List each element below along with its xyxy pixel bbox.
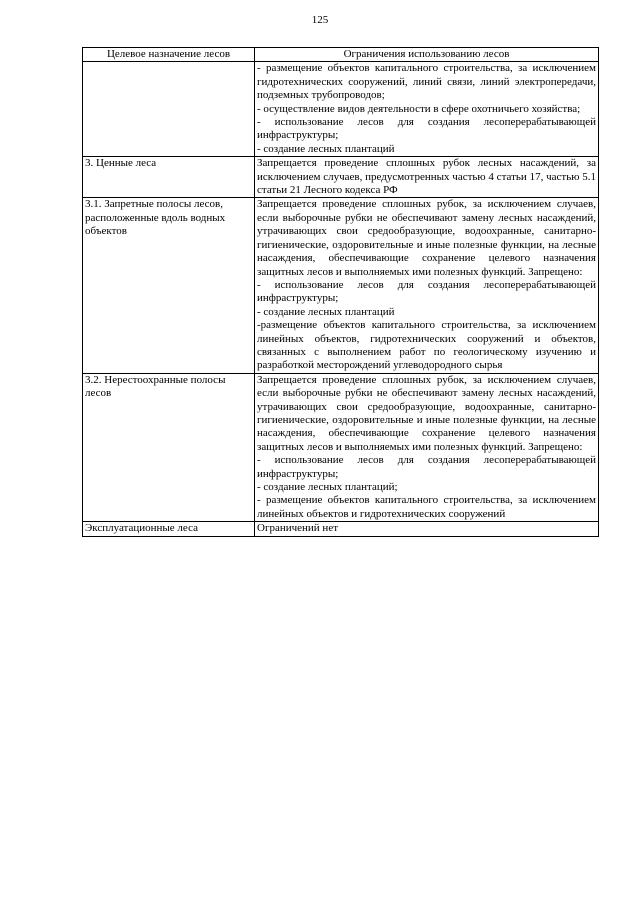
restriction-line: Ограничений нет [257, 522, 339, 535]
restriction-line: Запрещается проведение сплошных рубок лесных насаждений, за исключением случаев, предусмотренных частью 4 статьи 17, частью 5.1 статьи 21 Лесного кодекса РФ [257, 157, 596, 197]
restrictions-cell [255, 198, 599, 373]
purpose-cell: 3.2. Нерестоохранные полосы лесов [83, 373, 255, 521]
restriction-line: - размещение объектов капитального строительства, за исключением гидротехнических сооружений, линий связи, линий электропередачи, подземных трубопроводов; [257, 62, 596, 102]
table-header-row [83, 48, 599, 62]
column-header-purpose: Целевое назначение лесов [83, 48, 255, 62]
restrictions-cell [255, 373, 599, 521]
restriction-line: - осуществление видов деятельности в сфере охотничьего хозяйства; [257, 102, 581, 115]
restriction-line: Запрещается проведение сплошных рубок, за исключением случаев, если выборочные рубки не обеспечивают замену лесных насаждений, утрачивающих свои средообразующие, водоохранные, санитарно-гигиенические, оздоровительные и иные полезные функции, на лесные насаждения, обеспечивающие сохранение целевого назначения защитных лесов и выполняемых ими полезных функций. Запрещено: [257, 198, 596, 278]
restriction-line: - использование лесов для создания лесоперерабатывающей инфраструктуры; [257, 278, 596, 305]
restriction-line: - создание лесных плантаций; [257, 481, 398, 493]
purpose-cell: 3.1. Запретные полосы лесов, расположенные вдоль водных объектов [83, 198, 255, 373]
restriction-line: - создание лесных плантаций [257, 305, 395, 318]
restrictions-cell [255, 522, 599, 536]
page-number: 125 [311, 14, 329, 26]
restriction-line: - создание лесных плантаций [257, 142, 395, 155]
column-header-restrictions: Ограничения использованию лесов [255, 48, 599, 62]
purpose-cell: 3. Ценные леса [83, 157, 255, 198]
table-row [83, 198, 599, 373]
table-row [83, 373, 599, 521]
restriction-line: - размещение объектов капитального строительства, за исключением линейных объектов и гидротехнических сооружений [257, 494, 596, 520]
purpose-cell: Эксплуатационные леса [83, 522, 255, 536]
table-row [83, 157, 599, 198]
restriction-line: Запрещается проведение сплошных рубок, за исключением случаев, если выборочные рубки не обеспечивают замену лесных насаждений, утрачивающих свои средообразующие, водоохранные, санитарно-гигиенические, оздоровительные и иные полезные функции, на лесные насаждения, обеспечивающие сохранение целевого назначения защитных лесов и выполняемых ими полезных функций. Запрещено: [257, 373, 596, 453]
table-row [83, 62, 599, 157]
restrictions-cell [255, 157, 599, 198]
restriction-line: -размещение объектов капитального строительства, за исключением линейных объектов, гидротехнических сооружений и объектов, связанных с выполнением работ по геологическому изучению и разработкой месторождений углеводородного сырья [257, 319, 596, 372]
table-row [83, 522, 599, 536]
restrictions-cell [255, 62, 599, 157]
restriction-line: - использование лесов для создания лесоперерабатывающей инфраструктуры; [257, 454, 596, 480]
restrictions-table [82, 47, 599, 537]
purpose-cell-empty [83, 62, 255, 157]
restriction-line: - использование лесов для создания лесоперерабатывающей инфраструктуры; [257, 116, 596, 142]
